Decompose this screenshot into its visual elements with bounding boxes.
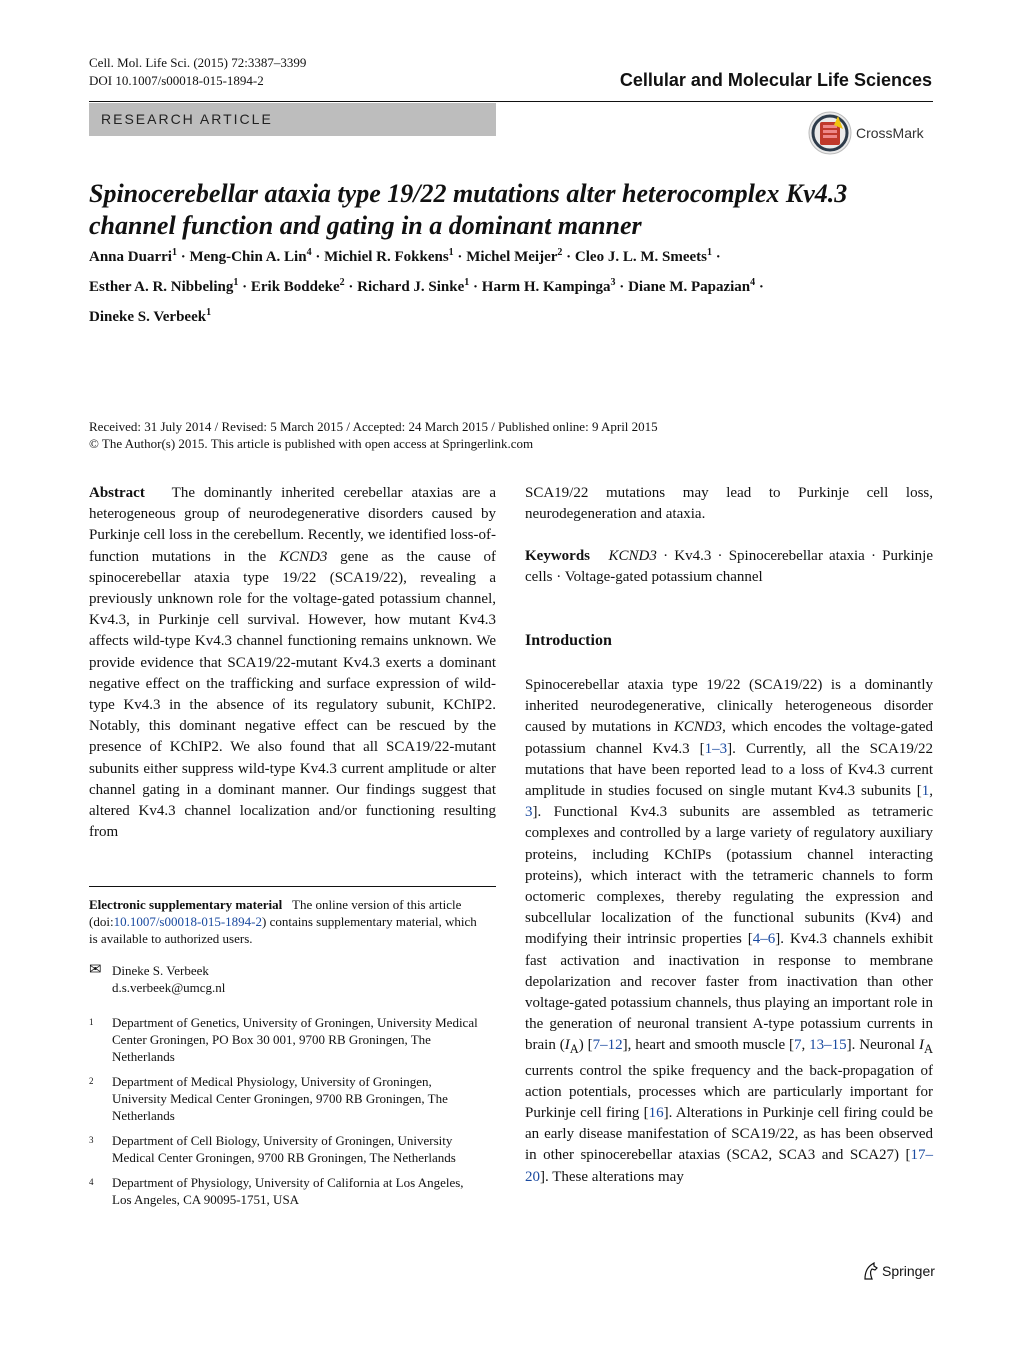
author[interactable]: Michel Meijer$^2$ [466,247,563,265]
citation-link[interactable]: 17–20 [525,1147,933,1185]
supplementary-note [89,896,479,947]
citation-link[interactable]: 16 [648,1105,664,1122]
abstract-continuation: SCA19/22 mutations may lead to Purkinje cell loss, neurodegeneration and ataxia. [525,485,933,523]
author[interactable]: Richard J. Sinke$^1$ [357,277,470,295]
author[interactable]: Esther A. R. Nibbeling$^1$ [89,277,239,295]
history-line: Received: 31 July 2014 / Revised: 5 March 2015 / Accepted: 24 March 2015 / Published online: 9 April 2015 [89,419,658,434]
citation-link[interactable]: 7–12 [592,1037,623,1054]
citation-line: Cell. Mol. Life Sci. (2015) 72:3387–3399 [89,55,307,70]
affiliation: 2 Department of Medical Physiology, University of Groningen, University Medical Center Groningen, 9700 RB Groningen, The Netherlands [89,1074,448,1123]
citation-link[interactable]: 1 [921,783,930,800]
citation-block [89,54,306,90]
keywords [525,546,933,588]
journal-title: Cellular and Molecular Life Sciences [619,70,932,90]
crossmark-icon [808,111,852,155]
supplementary-rule [89,886,496,887]
author[interactable]: Dineke S. Verbeek$^1$ [89,307,212,325]
doi-line: DOI 10.1007/s00018-015-1894-2 [89,73,264,88]
header-rule [89,101,933,102]
author[interactable]: Meng-Chin A. Lin$^4$ [189,247,312,265]
citation-link[interactable]: 3 [525,804,533,821]
affiliations [89,1014,496,1208]
article-type-banner: RESEARCH ARTICLE [89,103,496,136]
publisher-logo [862,1262,935,1280]
correspondence-name: Dineke S. Verbeek [112,963,209,978]
section-heading-introduction: Introduction [525,632,612,649]
publication-dates [89,418,933,452]
author[interactable]: Cleo J. L. M. Smeets$^1$ [574,247,712,265]
author[interactable]: Diane M. Papazian$^4$ [628,277,756,295]
affiliation: 4 Department of Physiology, University of California at Los Angeles, Los Angeles, CA 90095-1751, USA [89,1175,464,1207]
keyword-list: · Kv4.3 · Spinocerebellar ataxia · Purkinje cells · Voltage-gated potassium channel [525,548,933,586]
author[interactable]: Erik Boddeke$^2$ [250,277,345,295]
copyright-line: © The Author(s) 2015. This article is published with open access at Springerlink.com [89,436,534,451]
crossmark-label: CrossMark [856,125,924,141]
supplementary-text: ) contains supplementary material, which is available to authorized users. [89,914,477,946]
doi-link[interactable]: 10.1007/s00018-015-1894-2 [113,914,262,929]
author[interactable]: Michiel R. Fokkens$^1$ [324,247,454,265]
author[interactable]: Anna Duarri$^1$ [89,247,177,265]
gene-name: KCND3 [673,719,723,736]
keyword-gene: KCND3 [608,548,657,564]
correspondence-email[interactable]: d.s.verbeek@umcg.nl [112,980,226,995]
crossmark-badge[interactable] [808,111,924,155]
article-title: Spinocerebellar ataxia type 19/22 mutations alter heterocomplex Kv4.3 channel function and gating in a dominant manner [89,179,848,240]
introduction-text: Spinocerebellar ataxia type 19/22 (SCA19/22) is a dominantly inherited neurodegenerative, clinically heterogeneous disorder caused by mutations in KCND3, which encodes the voltage-gated potassium channel Kv4.3 [1–3]. Currently, all the SCA19/22 mutations that have been reported lead to a loss of Kv4.3 current amplitude in studies focused on single mutant Kv4.3 subunits [1, 3]. Functional Kv4.3 subunits are assembled as tetrameric complexes and controlled by a large variety of regulatory auxiliary proteins, including KChIPs (potassium channel interacting proteins), which interact with the tetrameric channels to form octomeric complexes, thereby regulating the expression and subcellular localization of the functional subunits (Kv4) and modifying their intrinsic properties [4–6]. Kv4.3 channels exhibit fast activation and inactivation in response to membrane depolarization and recover faster from inactivation than other voltage-gated potassium channels, thus playing an important role in the generation of neuronal transient A-type potassium currents in brain $(I_A)$ [7–12], heart and smooth muscle [7, 13–15]. Neuronal $I_A$ currents control the spike frequency and the back-propagation of action potentials, processes which are particularly important for Purkinje cell firing [16]. Alterations in Purkinje cell firing could be an early disease manifestation of SCA19/22, as has been observed in other spinocerebellar ataxias (SCA2, SCA3 and SCA27) [17–20]. These alterations may [525,677,933,1185]
correspondence [89,962,489,996]
affiliation: 3 Department of Cell Biology, University of Groningen, University Medical Center Groningen, 9700 RB Groningen, The Netherlands [89,1133,456,1165]
citation-link[interactable]: 1–3 [704,740,728,757]
supplementary-text: The online version of this article (doi: [89,897,462,929]
envelope-icon: ✉ [89,962,102,978]
supplementary-heading: Electronic supplementary material [89,897,283,912]
abstract-heading: Abstract [89,485,145,501]
publisher-name: Springer [882,1263,935,1279]
abstract [89,483,496,843]
citation-link[interactable]: 4–6 [752,931,776,948]
author-list: Anna Duarri$^1$ · Meng-Chin A. Lin$^4$ · Michiel R. Fokkens$^1$ · Michel Meijer$^2$ · Cleo J. L. M. Smeets$^1$ · Esther A. R. Nibbeling$^1$ · Erik Boddeke$^2$ · Richard J. Sinke$^1$ · Harm H. Kampinga$^3$ · Diane M. Papazian$^4$ · Dineke S. Verbeek$^1$ [89,247,764,325]
gene-name: KCND3 [279,548,328,565]
citation-link[interactable]: 13–15 [809,1037,847,1054]
keywords-heading: Keywords [525,548,590,564]
abstract-text: The dominantly inherited cerebellar ataxias are a heterogeneous group of neurodegenerative disorders caused by Purkinje cell loss in the cerebellum. Recently, we identified loss-of-function mutations in the [89,485,496,565]
affiliation: 1 Department of Genetics, University of Groningen, University Medical Center Groningen, PO Box 30 001, 9700 RB Groningen, The Netherlands [89,1015,478,1064]
springer-horse-icon [862,1262,878,1280]
abstract-text: gene as the cause of spinocerebellar ataxia type 19/22 (SCA19/22), revealing a previously unknown role for the voltage-gated potassium channel, Kv4.3, in Purkinje cell survival. However, how mutant Kv4.3 affects wild-type Kv4.3 channel functioning remains unknown. We provide evidence that SCA19/22-mutant Kv4.3 exerts a dominant negative effect on the trafficking and surface expression of wild-type Kv4.3 in the absence of its regulatory subunit, KChIP2. Notably, this dominant negative effect can be rescued by the presence of KChIP2. We also found that all SCA19/22-mutant subunits either suppress wild-type Kv4.3 current amplitude or alter channel gating in a dominant manner. Our findings suggest that altered Kv4.3 channel localization and/or functioning resulting from [89,548,496,841]
author[interactable]: Harm H. Kampinga$^3$ [481,277,616,295]
citation-link[interactable]: 7 [794,1037,802,1054]
